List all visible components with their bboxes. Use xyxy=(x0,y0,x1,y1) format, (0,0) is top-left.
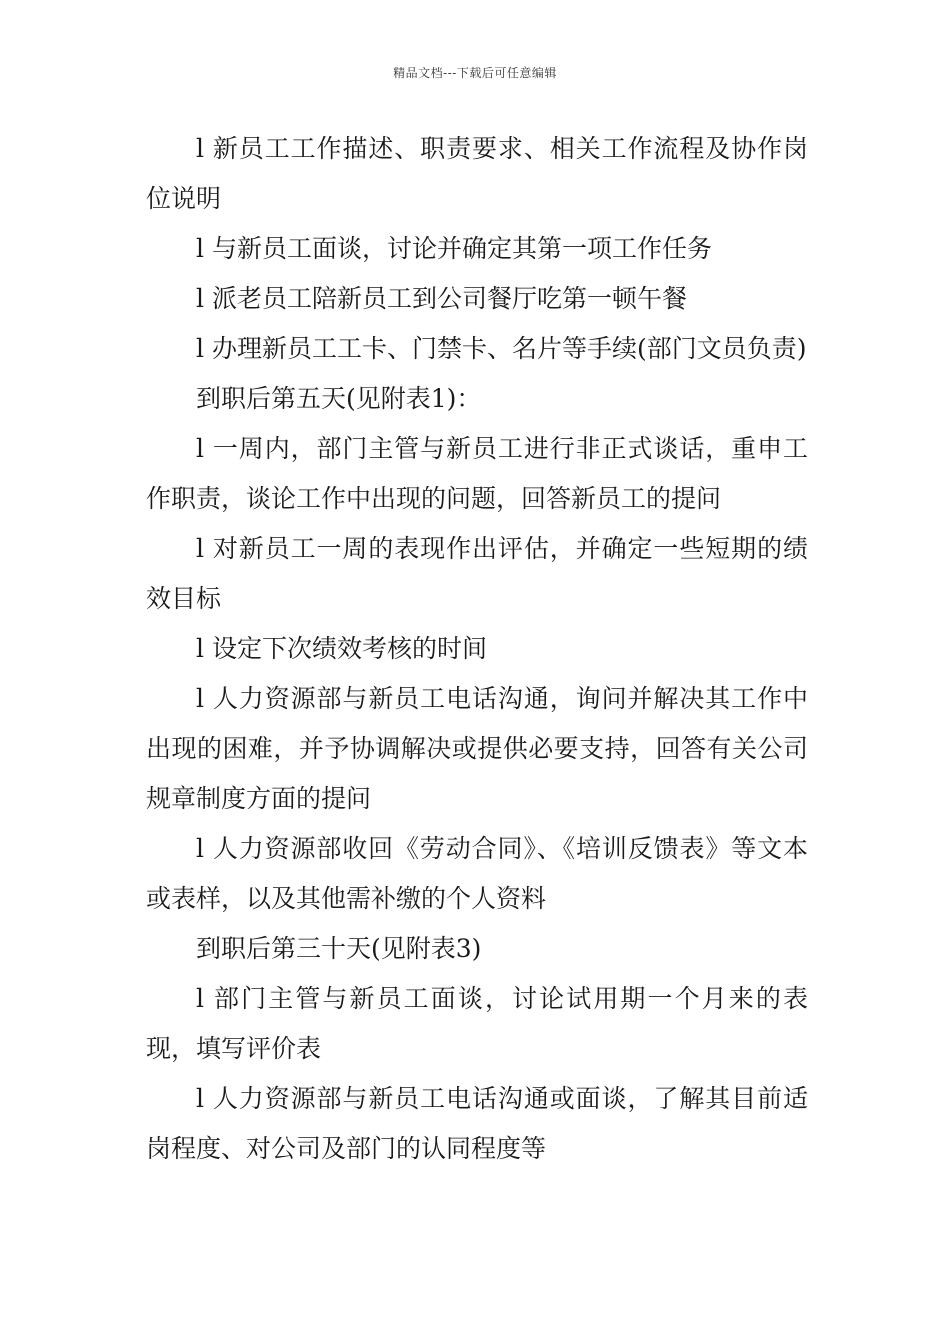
paragraph-job-description: l 新员工工作描述、职责要求、相关工作流程及协作岗位说明 xyxy=(146,134,808,213)
paragraph-next-review: l 设定下次绩效考核的时间 xyxy=(196,634,487,663)
page-header: 精品文档---下载后可任意编辑 xyxy=(393,66,557,80)
document-body xyxy=(146,124,808,1174)
paragraph-informal-talk: l 一周内，部门主管与新员工进行非正式谈话，重申工作职责，谈论工作中出现的问题，回答新员工的提问 xyxy=(146,434,808,513)
paragraph-hr-phone-call: l 人力资源部与新员工电话沟通，询问并解决其工作中出现的困难，并予协调解决或提供必要支持，回答有关公司规章制度方面的提问 xyxy=(146,684,808,813)
paragraph-badge: l 办理新员工工卡、门禁卡、名片等手续(部门文员负责) xyxy=(196,334,807,363)
paragraph-manager-interview: l 部门主管与新员工面谈，讨论试用期一个月来的表现，填写评价表 xyxy=(146,984,808,1063)
paragraph-hr-documents: l 人力资源部收回《劳动合同》、《培训反馈表》等文本或表样，以及其他需补缴的个人资料 xyxy=(146,834,808,913)
section-heading-day-five: 到职后第五天(见附表1)： xyxy=(196,384,482,413)
paragraph-weekly-evaluation: l 对新员工一周的表现作出评估，并确定一些短期的绩效目标 xyxy=(146,534,808,613)
paragraph-first-task: l 与新员工面谈，讨论并确定其第一项工作任务 xyxy=(196,234,712,263)
paragraph-hr-interview: l 人力资源部与新员工电话沟通或面谈，了解其目前适岗程度、对公司及部门的认同程度等 xyxy=(146,1084,808,1163)
paragraph-lunch: l 派老员工陪新员工到公司餐厅吃第一顿午餐 xyxy=(196,284,687,313)
section-heading-day-thirty: 到职后第三十天(见附表3) xyxy=(196,934,482,963)
